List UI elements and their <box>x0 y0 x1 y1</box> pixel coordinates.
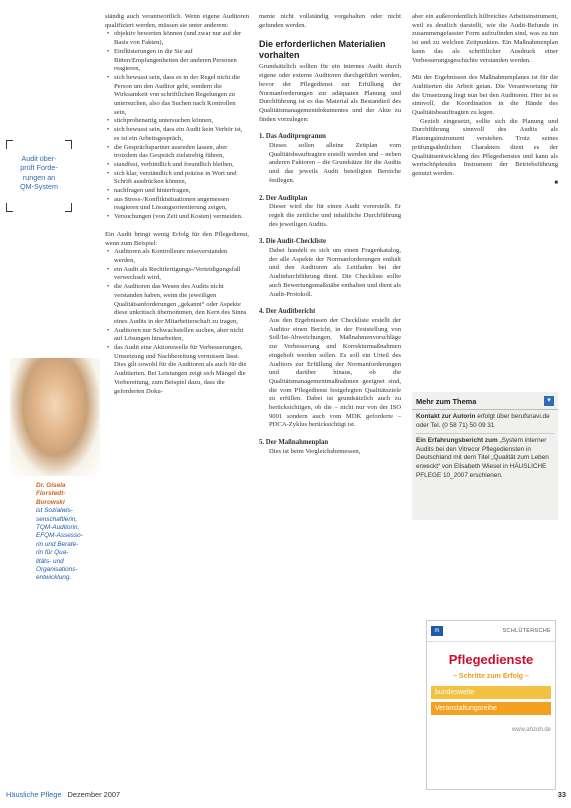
list-item: • Versuchungen (von Zeit und Kosten) vermeiden. <box>114 213 249 222</box>
author-bio: Dr. Gisela Florstedt- Borowski ist Sozialwis- senschaftlerin, TQM-Auditorin, EFQM-Assesso- rin und Berate- rin für Qua- litäts- und Organisations- entwicklung. <box>36 482 83 582</box>
list-item: • Auditoren als Kontrolleure missverstanden werden, <box>114 248 249 265</box>
list-item: • die Gesprächspartner ausreden lassen, aber trotzdem das Gespräch zielstrebig führen, <box>114 144 249 161</box>
list-item: • stichprobenartig untersuchen können, <box>114 117 249 126</box>
page-number: 33 <box>557 790 566 799</box>
sidebar-box <box>412 392 558 520</box>
ad-event: Veranstaltungsreihe <box>431 702 551 715</box>
end-mark: ■ <box>554 179 558 186</box>
column-2: mente nicht vollständig vorgehalten oder nicht gefunden werden. Die erforderlichen Materialien vorhalten Grundsätzlich sollten für ein internes Audit durch eigene oder externe Auditoren durchgeführt werden, bevor der Pflegedienst zur Erfüllung der Normanforderungen zur adäquaten Planung und Durchführung ist es das Material als Bestandteil des Qualitätsmanagementdokumentes und der Akte zu finden vorzulegen: 1. Das Auditprogramm Dieses sollen alleine Zeitplan vom Qualitätsbeauftragten erstellt werden und – neben anderen Faktoren – die Grundsätze für die Audits und das jeweils Audit beteiligten Bereiche festlegen. 2. Der Auditplan Dieser wird die für einen Audit vorerstellt. Er regelt die zeitliche und inhaltliche Durchführung des jeweiligen Audits. 3. Die Audit-Checkliste Dabei handelt es sich um einen Fragenkatalog, der alle Aspekte der Normanforderungen enthält und den Auditoren als Leitfaden bei der Auditdurchführung dient. Die Checkliste sollte auch Bewertungsmaßstäbe enthalten und dient als Audit-Protokoll. 4. Der Auditbericht Aus den Ergebnissen der Checkliste erstellt der Auditor einen Bericht, in der Feststellung von Soll/Ist-Abweichungen, Maßnahmenvorschläge zur Verbesserung und Korrekturmaßnahmen eingeholt werden sollen. Es soll ein Urteil des Auditors zur Erfüllung der Normanforderungen und darüber hinaus, ob die Qualitätsmanagementmaßnahmen geeignet sind, die vom Pflegedienst festgelegten Qualitätsziele zu erfüllen. Dabei ist grundsätzlich auch zu berücksichtigen, ob die – nicht nur von der ISO 9001 sondern auch vom MDK geforderte – PDCA-Zyklus berücksichtigt ist. 5. Der Maßnahmenplan Dies ist beim Vergleichsbemessen, <box>259 13 401 455</box>
ad-title: Pflegedienste <box>448 652 534 667</box>
pull-quote: Audit über- prüft Forde- rungen an QM-System <box>6 140 72 212</box>
failure-list <box>105 248 249 396</box>
list-item: • Auditoren nur Schwachstellen suchen, aber nicht auf Lösungen hinarbeiten, <box>114 327 249 344</box>
issue-date: Dezember 2007 <box>67 790 121 799</box>
ad-box[interactable] <box>426 620 556 790</box>
list-item: • sich klar, verständlich und präzise in Wort und Schrift ausdrücken können, <box>114 170 249 187</box>
page-footer <box>6 790 566 799</box>
arrow-down-icon: ▾ <box>544 396 554 406</box>
list-item: • sich bewusst sein, dass es in der Regel nicht die Person um den Auditor geht, sondern die Wirksamkeit von schriftlichen Regelungen zu untersuchen, also das Suchen nach Kontrollen sein, <box>114 74 249 118</box>
sidebar-title: Mehr zum Thema <box>416 396 477 406</box>
column-1: ständig auch verantwortlich. Wenn eigene Auditoren qualifiziert werden, müssen sie unter anderem: • objektiv bewerten können (und zwar nur auf der Basis von Fakten), • Einflüsterungen in die Sie auf Bitten/Empfangenheiten der anderen Personen reagieren, • sich bewusst sein, dass es in der Regel nicht die Person um den Auditor geht, sondern die Wirksamkeit von schriftlichen Regelungen zu untersuchen, also das Suchen nach Kontrollen sein, • stichprobenartig untersuchen können, • sich bewusst sein, dass ein Audit kein Verhör ist, es ist ein Arbeitsgespräch, • die Gesprächspartner ausreden lassen, aber trotzdem das Gespräch zielstrebig führen, • standfest, verbindlich und freundlich bleiben, • sich klar, verständlich und präzise in Wort und Schrift ausdrücken können, • nachfragen und hinterfragen, • aus Stress-/Konfliktsituationen angemessen reagieren und Lösungsorientierung zeigen, • Versuchungen (von Zeit und Kosten) vermeiden. Ein Audit bringt wenig Erfolg für den Pflegedienst, wenn zum Beispiel: • Auditoren als Kontrolleure missverstanden werden, • ein Audit als Rechtfertigungs-/Verteidigungsfall verwechselt wird, • die Auditoren das Wesen des Audits nicht verstanden haben, wenn die jeweiligen Qualitätsanforderungen „gekannt“ oder Aspekte diese unkritisch übernommen, den Kern des Sinns eines Audits in der Mitarbeiterschaft zu tragen, • Auditoren nur Schwachstellen suchen, aber nicht auf Lösungen hinarbeiten, • das Audit eine Aktionswelle für Verbesserungen, Umsetzung und Nachbereitung vermissen lässt. Dies gilt sowohl für die Auditoren als auch für die Auditierten. Bei Leistungen zeigt sich Mängel die Vorbereitung, zum Beispiel dazu, dass die geforderten Doku- <box>105 13 249 396</box>
contact-info: Kontakt zur Autorin erfolgt über berufsnavi.de oder Tel. (0 58 71) 50 09 31 <box>416 413 550 429</box>
list-item: • die Auditoren das Wesen des Audits nicht verstanden haben, wenn die jeweiligen Qualitätsanforderungen „gekannt“ oder Aspekte diese unkritisch übernommen, den Kern des Sinns eines Audits in der Mitarbeiterschaft zu tragen, <box>114 283 249 327</box>
requirements-list <box>105 30 249 221</box>
list-item: • standfest, verbindlich und freundlich bleiben, <box>114 161 249 170</box>
list-item: • aus Stress-/Konfliktsituationen angemessen reagieren und Lösungsorientierung zeigen, <box>114 196 249 213</box>
ad-tagline: – Schritte zum Erfolg – <box>453 673 529 680</box>
report-info: Ein Erfahrungsbericht zum „System interner Audits bei den Vitrecor Pflegediensten in Deutschland mit dem Titel „Qualität zum Leben erweckt“ von Elisabeth Wiesel in HÄUSLICHE PFLEGE 10_2007 erschienen. <box>416 433 554 480</box>
ad-subline: bundesweite <box>431 686 551 699</box>
column-3: aber ein außerordentlich hilfreiches Arbeitsinstrument, weil es deutlich darstellt, wie die Audit-Befunde in zusammengefasster Form aufzufinden sind, was zu tun ist und zu welchen Zeitpunkten. Ein Maßnahmenplan kann das als schriftlicher Ausdruck einer Verbesserungsgeschichte verstanden werden. Mit der Ergebnissen des Maßnahmenplanes ist für die Auditierten die Arbeit getan. Die Verantwortung für die Umsetzung liegt nun bei den Auditoren. Hier ist es sinnvoll, die Koordination in die Hände des Qualitätsbeauftragten zu legen. Gezielt eingesetzt, sollte sich die Planung und Durchführung sinnvoll des Audits als Planungsinstrument verstehen. Trotz seines prüfungsähnlichen Charakters dient es der Qualitätsentwicklung des Pflegedienstes und kann als wertschöpfendes Instrument der Betriebsführung genutzt werden. ■ <box>412 13 558 186</box>
list-item: • nachfragen und hinterfragen, <box>114 187 249 196</box>
logo-icon: m <box>431 626 443 636</box>
list-item: • das Audit eine Aktionswelle für Verbesserungen, Umsetzung und Nachbereitung vermissen lässt. Dies gilt sowohl für die Auditoren als auch für die Auditierten. Bei Leistungen zeigt sich Mängel die Vorbereitung, zum Beispiel dazu, dass die geforderten Doku- <box>114 344 249 396</box>
list-item: • ein Audit als Rechtfertigungs-/Verteidigungsfall verwechselt wird, <box>114 266 249 283</box>
list-item: • Einflüsterungen in die Sie auf Bitten/Empfangenheiten der anderen Personen reagieren, <box>114 48 249 74</box>
list-item: • objektiv bewerten können (und zwar nur auf der Basis von Fakten), <box>114 30 249 47</box>
section-heading: Die erforderlichen Materialien vorhalten <box>259 39 386 61</box>
ad-brand: SCHLÜTERSCHE <box>502 628 551 634</box>
author-photo <box>10 358 100 476</box>
ad-url[interactable]: www.ahzoh.de <box>511 727 551 733</box>
list-item: • sich bewusst sein, dass ein Audit kein Verhör ist, es ist ein Arbeitsgespräch, <box>114 126 249 143</box>
journal-name: Häusliche Pflege <box>6 790 62 799</box>
